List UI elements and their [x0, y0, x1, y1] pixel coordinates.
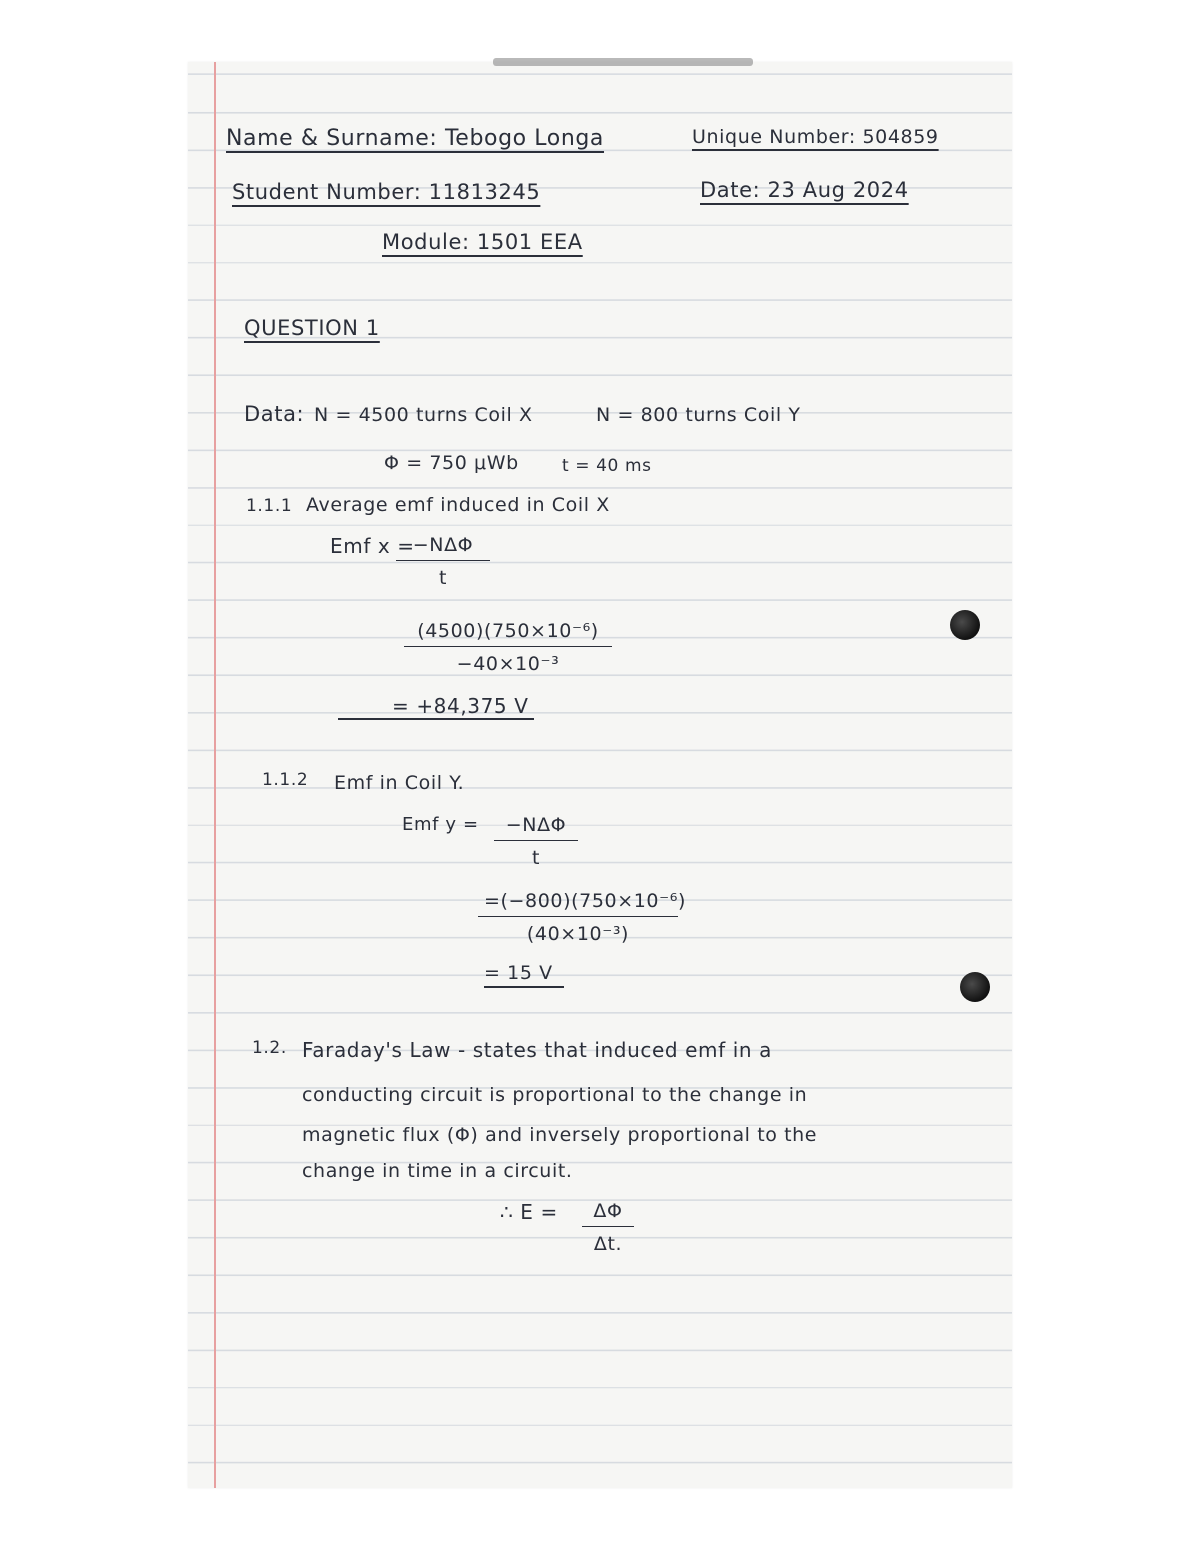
emf-x-formula-numerator: −NΔΦ: [396, 534, 490, 561]
module: Module: 1501 EEA: [382, 230, 583, 254]
emf-x-result-underline: [338, 718, 534, 720]
part-1-1-1-heading: Average emf induced in Coil X: [306, 494, 610, 516]
tape-strip: [493, 58, 753, 66]
emf-y-formula: [494, 814, 578, 869]
emf-y-substitution-denominator: (40×10⁻³): [526, 923, 630, 945]
punch-hole: [950, 610, 980, 640]
emf-x-formula-denominator: t: [438, 567, 448, 589]
faraday-line-2: conducting circuit is proportional to the change in: [302, 1084, 808, 1106]
faraday-line-4: change in time in a circuit.: [302, 1160, 573, 1182]
emf-y-formula-denominator: t: [531, 847, 541, 869]
coil-x-turns: N = 4500 turns Coil X: [314, 404, 533, 426]
coil-y-turns: N = 800 turns Coil Y: [596, 404, 801, 426]
emf-x-substitution: [404, 620, 612, 675]
unique-number: Unique Number: 504859: [692, 126, 939, 148]
part-1-1-1-label: 1.1.1: [246, 496, 293, 516]
emf-y-substitution-numerator: =(−800)(750×10⁻⁶): [478, 890, 678, 917]
emf-y-substitution: [478, 890, 686, 945]
faraday-equation-lhs: ∴ E =: [500, 1200, 558, 1224]
faraday-equation-fraction: [582, 1200, 634, 1255]
faraday-equation-denominator: Δt.: [593, 1233, 623, 1255]
name-surname: Name & Surname: Tebogo Longa: [226, 126, 605, 151]
emf-y-formula-numerator: −NΔΦ: [494, 814, 578, 841]
faraday-line-1: Faraday's Law - states that induced emf in a: [302, 1038, 772, 1062]
question-title: QUESTION 1: [244, 316, 380, 340]
emf-y-result: = 15 V: [484, 962, 553, 984]
faraday-equation-numerator: ΔΦ: [582, 1200, 634, 1227]
data-label: Data:: [244, 402, 305, 426]
faraday-line-3: magnetic flux (Φ) and inversely proportional to the: [302, 1124, 818, 1146]
emf-x-substitution-denominator: −40×10⁻³: [456, 653, 560, 675]
emf-x-lhs: Emf x =: [330, 534, 415, 558]
part-1-1-2-heading: Emf in Coil Y.: [334, 772, 465, 794]
margin-line: [214, 62, 216, 1488]
date: Date: 23 Aug 2024: [700, 178, 909, 202]
part-1-2-label: 1.2.: [252, 1038, 287, 1058]
emf-y-result-underline: [484, 986, 564, 988]
student-number: Student Number: 11813245: [232, 180, 541, 204]
notebook-page: [188, 62, 1012, 1488]
part-1-1-2-label: 1.1.2: [262, 770, 309, 790]
punch-hole: [960, 972, 990, 1002]
emf-x-result: = +84,375 V: [392, 694, 529, 718]
time-value: t = 40 ms: [562, 456, 652, 476]
emf-x-formula: [396, 534, 490, 589]
emf-x-substitution-numerator: (4500)(750×10⁻⁶): [404, 620, 612, 647]
flux-value: Φ = 750 μWb: [384, 452, 519, 474]
emf-y-lhs: Emf y =: [402, 814, 479, 835]
